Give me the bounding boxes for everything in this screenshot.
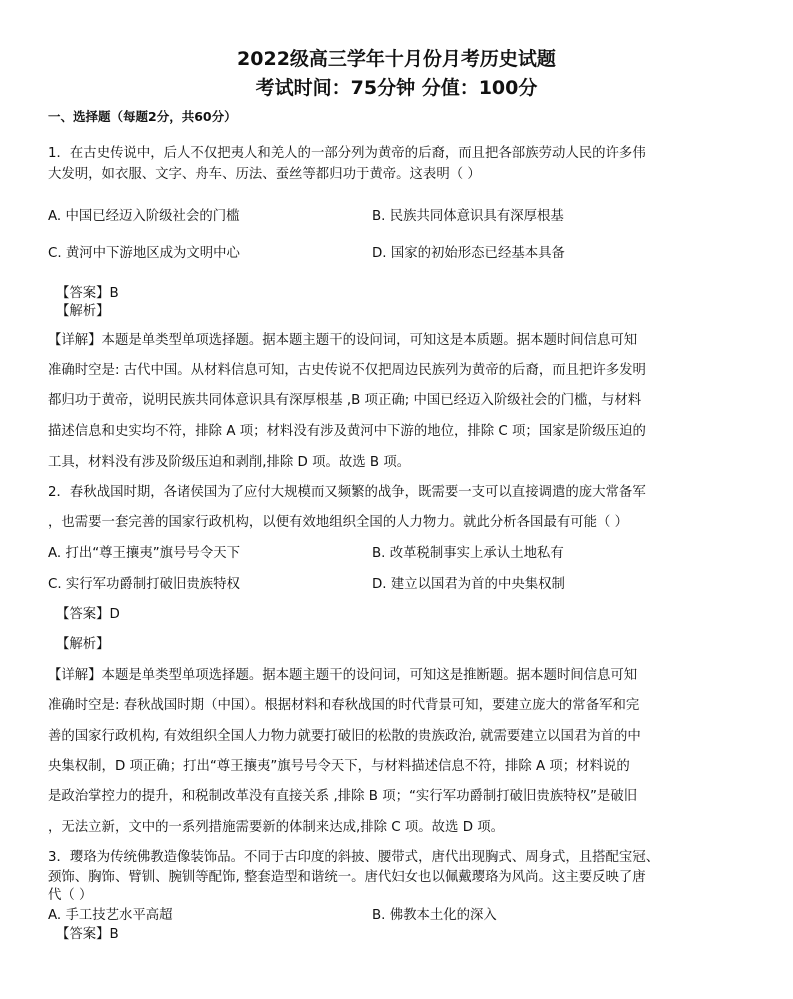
page-title: 2022级高三学年十月份月考历史试题 (237, 48, 556, 70)
detail-line: 善的国家行政机构, 有效组织全国人力物力就要打破旧的松散的贵族政治, 就需要建立以国君为首的中 (48, 729, 641, 744)
question-stem-line: 大发明，如衣服、文字、舟车、历法、蚕丝等都归功于黄帝。这表明（ ） (48, 167, 481, 182)
analysis-label: 【解析】 (56, 637, 110, 652)
question-stem-line: 代（ ） (48, 888, 93, 903)
detail-line: ，无法立新，文中的一系列措施需要新的体制来达成,排除 C 项。故选 D 项。 (48, 820, 505, 835)
option-a: A. 手工技艺水平高超 (48, 908, 173, 923)
option-b: B. 佛教本土化的深入 (372, 908, 497, 923)
exam-info: 考试时间：75分钟 分值：100分 (255, 77, 538, 99)
question-stem-line: 3．璎珞为传统佛教造像装饰品。不同于古印度的斜披、腰带式，唐代出现胸式、周身式，且搭配宝冠、 (48, 850, 660, 865)
detail-line: 都归功于黄帝，说明民族共同体意识具有深厚根基 ,B 项正确; 中国已经迈入阶级社会的门槛，与材料 (48, 393, 642, 408)
analysis-label: 【解析】 (56, 304, 110, 319)
option-b: B. 民族共同体意识具有深厚根基 (372, 209, 564, 224)
option-c: C. 黄河中下游地区成为文明中心 (48, 246, 240, 261)
option-d: D. 建立以国君为首的中央集权制 (372, 577, 565, 592)
detail-line: 描述信息和史实均不符，排除 A 项；材料没有涉及黄河中下游的地位，排除 C 项；国家是阶级压迫的 (48, 424, 646, 439)
detail-line: 【详解】本题是单类型单项选择题。据本题主题干的设问词，可知这是本质题。据本题时间信息可知 (48, 333, 638, 348)
option-c: C. 实行军功爵制打破旧贵族特权 (48, 577, 240, 592)
answer: 【答案】B (56, 927, 119, 942)
answer: 【答案】D (56, 607, 120, 622)
detail-line: 准确时空是: 古代中国。从材料信息可知，古史传说不仅把周边民族列为黄帝的后裔，而且把许多发明 (48, 363, 646, 378)
option-d: D. 国家的初始形态已经基本具备 (372, 246, 565, 261)
answer: 【答案】B (56, 286, 119, 301)
option-b: B. 改革税制事实上承认土地私有 (372, 546, 564, 561)
question-stem-line: ，也需要一套完善的国家行政机构，以便有效地组织全国的人力物力。就此分析各国最有可能（ ） (48, 515, 629, 530)
detail-line: 是政治掌控力的提升，和税制改革没有直接关系 ,排除 B 项；“实行军功爵制打破旧贵族特权”是破旧 (48, 789, 638, 804)
detail-line: 准确时空是: 春秋战国时期（中国）。根据材料和春秋战国的时代背景可知，要建立庞大的常备军和完 (48, 698, 640, 713)
question-stem-line: 1．在古史传说中，后人不仅把夷人和羌人的一部分列为黄帝的后裔，而且把各部族劳动人民的许多伟 (48, 146, 646, 161)
section-heading: 一、选择题（每题2分，共60分） (48, 109, 237, 124)
detail-line: 央集权制，D 项正确；打出“尊王攘夷”旗号号令天下，与材料描述信息不符，排除 A 项；材料说的 (48, 759, 630, 774)
question-stem-line: 颈饰、胸饰、臂钏、腕钏等配饰, 整套造型和谐统一。唐代妇女也以佩戴璎珞为风尚。这主要反映了唐 (48, 870, 646, 885)
question-stem-line: 2．春秋战国时期，各诸侯国为了应付大规模而又频繁的战争，既需要一支可以直接调遣的庞大常备军 (48, 485, 646, 500)
option-a: A. 中国已经迈入阶级社会的门槛 (48, 209, 240, 224)
detail-line: 工具，材料没有涉及阶级压迫和剥削,排除 D 项。故选 B 项。 (48, 455, 411, 470)
option-a: A. 打出“尊王攘夷”旗号号令天下 (48, 546, 240, 561)
detail-line: 【详解】本题是单类型单项选择题。据本题主题干的设问词，可知这是推断题。据本题时间信息可知 (48, 668, 638, 683)
